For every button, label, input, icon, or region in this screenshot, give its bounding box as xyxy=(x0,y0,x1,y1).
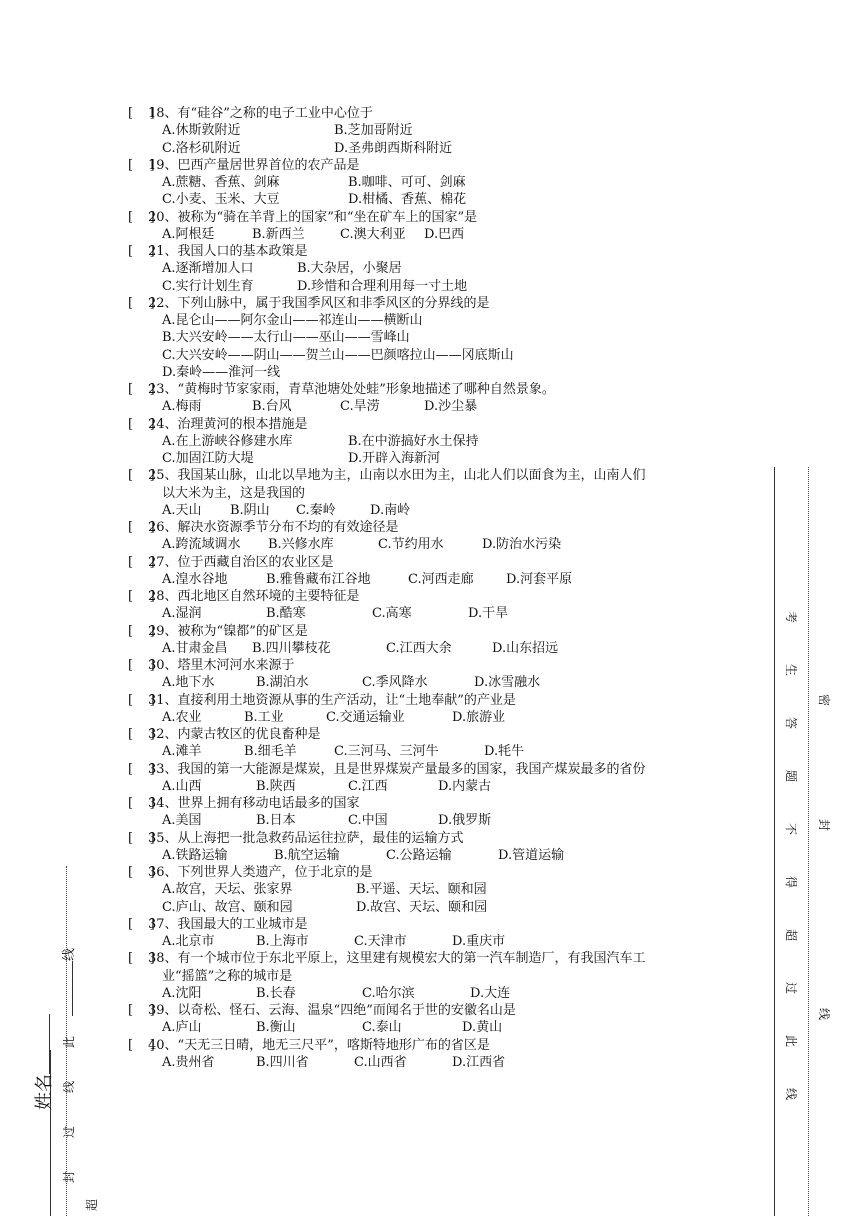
answer-bracket[interactable]: [ ] xyxy=(128,209,155,225)
answer-option[interactable]: A.美国 xyxy=(162,813,202,829)
answer-option[interactable]: A.天山 xyxy=(162,502,202,518)
answer-bracket[interactable]: [ ] xyxy=(128,1003,155,1018)
answer-option[interactable]: C.洛杉矶附近 xyxy=(162,140,241,156)
answer-option[interactable]: D.开辟入海新河 xyxy=(348,451,441,466)
answer-option[interactable]: A.地下水 xyxy=(162,675,215,691)
answer-option[interactable]: A.休斯敦附近 xyxy=(162,123,241,139)
question-stem: 26、解决水资源季节分布不均的有效途径是 xyxy=(148,520,399,535)
right-dotted-line xyxy=(808,467,809,1216)
answer-option[interactable]: C.澳大利亚 xyxy=(340,226,406,242)
answer-option[interactable]: B.大杂居，小聚居 xyxy=(297,261,402,277)
answer-option[interactable]: D.河套平原 xyxy=(506,571,573,587)
margin-char: 过 xyxy=(62,1125,77,1139)
question-stem: 34、世界上拥有移动电话最多的国家 xyxy=(148,796,360,811)
answer-bracket[interactable]: [ ] xyxy=(128,830,155,846)
answer-option[interactable]: D.管道运输 xyxy=(498,847,565,863)
answer-option[interactable]: A.在上游峡谷修建水库 xyxy=(162,433,293,449)
answer-bracket[interactable]: [ ] xyxy=(128,623,155,639)
margin-char: 超 xyxy=(784,928,799,942)
answer-option[interactable]: D.干旱 xyxy=(468,606,509,622)
margin-char: 线 xyxy=(817,1007,832,1021)
answer-option[interactable]: D.柑橘、香蕉、棉花 xyxy=(348,192,467,208)
answer-bracket[interactable]: [ ] xyxy=(128,796,155,811)
question-stem: 36、下列世界人类遗产，位于北京的是 xyxy=(148,865,373,880)
margin-char: 生 xyxy=(784,663,799,677)
answer-bracket[interactable]: [ ] xyxy=(128,416,155,432)
answer-option[interactable]: A.故宫，天坛、张家界 xyxy=(162,882,293,898)
answer-option[interactable]: B.四川攀枝花 xyxy=(252,640,331,656)
question-stem: 31、直接利用土地资源从事的生产活动，让“土地奉献”的产业是 xyxy=(148,692,516,708)
answer-option[interactable]: B.酷寒 xyxy=(266,606,306,622)
answer-bracket[interactable]: [ ] xyxy=(128,727,155,742)
answer-option[interactable]: A.沈阳 xyxy=(162,985,202,1001)
answer-option[interactable]: C.实行计划生育 xyxy=(162,278,254,294)
margin-char: 答 xyxy=(784,716,799,730)
answer-option[interactable]: D.巴西 xyxy=(424,226,465,242)
answer-option[interactable]: D.大连 xyxy=(470,985,511,1001)
answer-option[interactable]: B.上海市 xyxy=(256,934,309,949)
answer-option[interactable]: A.湟水谷地 xyxy=(162,571,228,587)
margin-char: 题 xyxy=(784,769,799,783)
answer-option[interactable]: D.内蒙古 xyxy=(438,778,492,794)
answer-option[interactable]: C.节约用水 xyxy=(378,537,444,553)
answer-option[interactable]: B.雅鲁藏布江谷地 xyxy=(266,571,371,587)
answer-option[interactable]: C.庐山、故宫、颐和园 xyxy=(162,899,293,915)
answer-option[interactable]: D.重庆市 xyxy=(452,934,506,949)
question-stem: 30、塔里木河河水来源于 xyxy=(148,658,295,673)
question-stem: 27、位于西藏自治区的农业区是 xyxy=(148,554,334,570)
answer-option[interactable]: B.细毛羊 xyxy=(244,744,297,760)
answer-option[interactable]: D.山东招远 xyxy=(492,640,559,656)
answer-bracket[interactable]: [ ] xyxy=(128,865,155,880)
answer-bracket[interactable]: [ ] xyxy=(128,951,155,967)
question-stem-continued: 以大米为主，这是我国的 xyxy=(162,485,306,501)
answer-option[interactable]: A.阿根廷 xyxy=(162,226,215,242)
answer-option[interactable]: B.长春 xyxy=(256,985,296,1001)
question-stem: 25、我国某山脉，山北以旱地为主，山南以水田为主，山北人们以面食为主，山南人们 xyxy=(148,468,646,484)
question-stem: 28、西北地区自然环境的主要特征是 xyxy=(148,589,360,604)
answer-option[interactable]: C.山西省 xyxy=(354,1054,407,1070)
right-binding-line xyxy=(774,467,775,1216)
answer-option[interactable]: A.昆仑山——阿尔金山——祁连山——横断山 xyxy=(162,313,423,328)
answer-option[interactable]: D.黄山 xyxy=(462,1020,503,1036)
question-stem: 29、被称为“镍都”的矿区是 xyxy=(148,623,308,639)
margin-char: 不 xyxy=(784,822,799,836)
answer-option[interactable]: B.四川省 xyxy=(256,1054,309,1070)
answer-option[interactable]: A.农业 xyxy=(162,709,202,725)
answer-option[interactable]: B.芝加哥附近 xyxy=(334,123,413,139)
answer-bracket[interactable]: [ ] xyxy=(128,658,155,673)
answer-option[interactable]: D.俄罗斯 xyxy=(438,813,492,829)
answer-bracket[interactable]: [ ] xyxy=(128,761,155,777)
question-stem: 18、有“硅谷”之称的电子工业中心位于 xyxy=(148,106,373,121)
question-stem: 35、从上海把一批急救药品运往拉萨，最佳的运输方式 xyxy=(148,830,464,846)
answer-option[interactable]: B.陕西 xyxy=(256,778,296,794)
answer-bracket[interactable]: [ ] xyxy=(128,916,155,932)
answer-option[interactable]: C.公路运输 xyxy=(386,847,452,863)
answer-option[interactable]: C.加固江防大堤 xyxy=(162,451,254,466)
answer-bracket[interactable]: [ ] xyxy=(128,520,155,535)
answer-option[interactable]: A.湿润 xyxy=(162,606,202,622)
answer-bracket[interactable]: [ ] xyxy=(128,468,155,484)
answer-bracket[interactable]: [ ] xyxy=(128,589,155,604)
question-stem: 38、有一个城市位于东北平原上，这里建有规模宏大的第一汽车制造厂，有我国汽车工 xyxy=(148,951,646,967)
answer-bracket[interactable]: [ ] xyxy=(128,554,155,570)
question-stem: 37、我国最大的工业城市是 xyxy=(148,916,308,932)
answer-option[interactable]: C.大兴安岭——阴山——贺兰山——巴颜喀拉山——冈底斯山 xyxy=(162,347,514,363)
answer-bracket[interactable]: [ ] xyxy=(128,295,155,311)
answer-option[interactable]: D.防治水污染 xyxy=(482,537,562,553)
answer-option[interactable]: D.秦岭——淮河一线 xyxy=(162,364,281,380)
question-stem: 32、内蒙古牧区的优良畜种是 xyxy=(148,727,321,742)
answer-option[interactable]: C.秦岭 xyxy=(296,502,336,518)
margin-char: 线 xyxy=(784,1087,799,1101)
answer-bracket[interactable]: [ ] xyxy=(128,692,155,708)
answer-option[interactable]: C.江西 xyxy=(348,778,388,794)
margin-char: 此 xyxy=(784,1034,799,1048)
answer-option[interactable]: C.江西大余 xyxy=(386,640,452,656)
answer-bracket[interactable]: [ ] xyxy=(128,157,155,173)
margin-char: 密 xyxy=(817,693,832,707)
name-label xyxy=(30,1014,56,1110)
answer-option[interactable]: B.咖啡、可可、剑麻 xyxy=(348,175,466,190)
answer-option[interactable]: A.甘肃金昌 xyxy=(162,640,228,656)
answer-option[interactable]: C.季风降水 xyxy=(362,675,428,691)
answer-option[interactable]: B.衡山 xyxy=(256,1020,296,1036)
answer-option[interactable]: A.北京市 xyxy=(162,934,215,949)
answer-option[interactable]: A.贵州省 xyxy=(162,1054,215,1070)
question-stem: 33、我国的第一大能源是煤炭，且是世界煤炭产量最多的国家，我国产煤炭最多的省份 xyxy=(148,761,646,777)
question-stem: 24、治理黄河的根本措施是 xyxy=(148,416,308,432)
margin-char: 线 xyxy=(62,1080,77,1094)
answer-option[interactable]: A.蔗糖、香蕉、剑麻 xyxy=(162,175,280,190)
answer-bracket[interactable]: [ ] xyxy=(128,106,155,121)
answer-option[interactable]: A.逐渐增加人口 xyxy=(162,261,254,277)
answer-option[interactable]: D.珍惜和合理利用每一寸土地 xyxy=(297,278,468,294)
answer-option[interactable]: C.交通运输业 xyxy=(326,709,405,725)
left-line-mark xyxy=(58,948,77,1016)
question-stem: 22、下列山脉中，属于我国季风区和非季风区的分界线的是 xyxy=(148,295,490,311)
margin-char: 封 xyxy=(817,818,832,832)
answer-bracket[interactable]: [ ] xyxy=(128,244,155,259)
answer-bracket[interactable]: [ ] xyxy=(128,382,155,397)
question-stem: 21、我国人口的基本政策是 xyxy=(148,244,308,259)
answer-option[interactable]: B.阴山 xyxy=(230,502,270,518)
answer-option[interactable]: C.河西走廊 xyxy=(408,571,474,587)
answer-option[interactable]: C.天津市 xyxy=(354,934,407,949)
answer-option[interactable]: A.山西 xyxy=(162,778,202,794)
answer-option[interactable]: A.铁路运输 xyxy=(162,847,228,863)
answer-option[interactable]: B.日本 xyxy=(256,813,296,829)
question-stem: 20、被称为“骑在羊背上的国家”和“坐在矿车上的国家”是 xyxy=(148,209,478,225)
margin-char: 考 xyxy=(784,610,799,624)
answer-option[interactable]: A.梅雨 xyxy=(162,399,202,415)
answer-option[interactable]: C.泰山 xyxy=(362,1020,402,1036)
answer-option[interactable]: D.沙尘暴 xyxy=(424,399,478,415)
question-stem: 23、“黄梅时节家家雨，青草池塘处处蛙”形象地描述了哪种自然景象。 xyxy=(148,382,555,397)
answer-option[interactable]: C.小麦、玉米、大豆 xyxy=(162,192,280,208)
answer-option[interactable]: C.三河马、三河牛 xyxy=(334,744,439,760)
margin-char: 封 xyxy=(62,1170,77,1184)
answer-option[interactable]: B.平遥、天坛、颐和园 xyxy=(356,882,487,898)
answer-option[interactable]: D.旅游业 xyxy=(452,709,506,725)
answer-option[interactable]: A.庐山 xyxy=(162,1020,202,1036)
margin-char: 得 xyxy=(784,875,799,889)
answer-option[interactable]: C.中国 xyxy=(348,813,388,829)
question-stem: 40、“天无三日晴，地无三尺平”，喀斯特地形广布的省区是 xyxy=(148,1037,490,1053)
answer-option[interactable]: B.航空运输 xyxy=(274,847,340,863)
answer-option[interactable]: B.新西兰 xyxy=(252,226,305,242)
answer-option[interactable]: B.在中游搞好水土保持 xyxy=(348,433,479,449)
answer-option[interactable]: D.冰雪融水 xyxy=(474,675,541,691)
question-stem: 39、以奇松、怪石、云海、温泉“四绝”而闻名于世的安徽名山是 xyxy=(148,1003,516,1018)
margin-char: 过 xyxy=(784,981,799,995)
answer-option[interactable]: B.台风 xyxy=(252,399,292,415)
question-stem: 19、巴西产量居世界首位的农产品是 xyxy=(148,157,360,173)
margin-char: 超 xyxy=(85,1198,100,1212)
answer-option[interactable]: C.旱涝 xyxy=(340,399,380,415)
answer-option[interactable]: D.圣弗朗西斯科附近 xyxy=(334,140,453,156)
answer-option[interactable]: D.江西省 xyxy=(452,1054,506,1070)
answer-option[interactable]: C.哈尔滨 xyxy=(362,985,415,1001)
answer-option[interactable]: C.高寒 xyxy=(372,606,412,622)
answer-option[interactable]: A.跨流域调水 xyxy=(162,537,241,553)
left-line-mark-text: 线 xyxy=(62,947,77,961)
answer-option[interactable]: A.滩羊 xyxy=(162,744,202,760)
name-label-text: 姓名 xyxy=(34,1074,55,1110)
answer-option[interactable]: D.牦牛 xyxy=(484,744,525,760)
margin-char: 此 xyxy=(62,1035,77,1049)
answer-bracket[interactable]: [ ] xyxy=(128,1037,155,1053)
answer-option[interactable]: B.工业 xyxy=(244,709,284,725)
answer-option[interactable]: D.故宫、天坛、颐和园 xyxy=(356,899,488,915)
answer-option[interactable]: B.兴修水库 xyxy=(268,537,334,553)
answer-option[interactable]: D.南岭 xyxy=(370,502,411,518)
answer-option[interactable]: B.大兴安岭——太行山——巫山——雪峰山 xyxy=(162,330,410,346)
question-stem-continued: 业“摇篮”之称的城市是 xyxy=(162,968,293,984)
answer-option[interactable]: B.湖泊水 xyxy=(256,675,309,691)
